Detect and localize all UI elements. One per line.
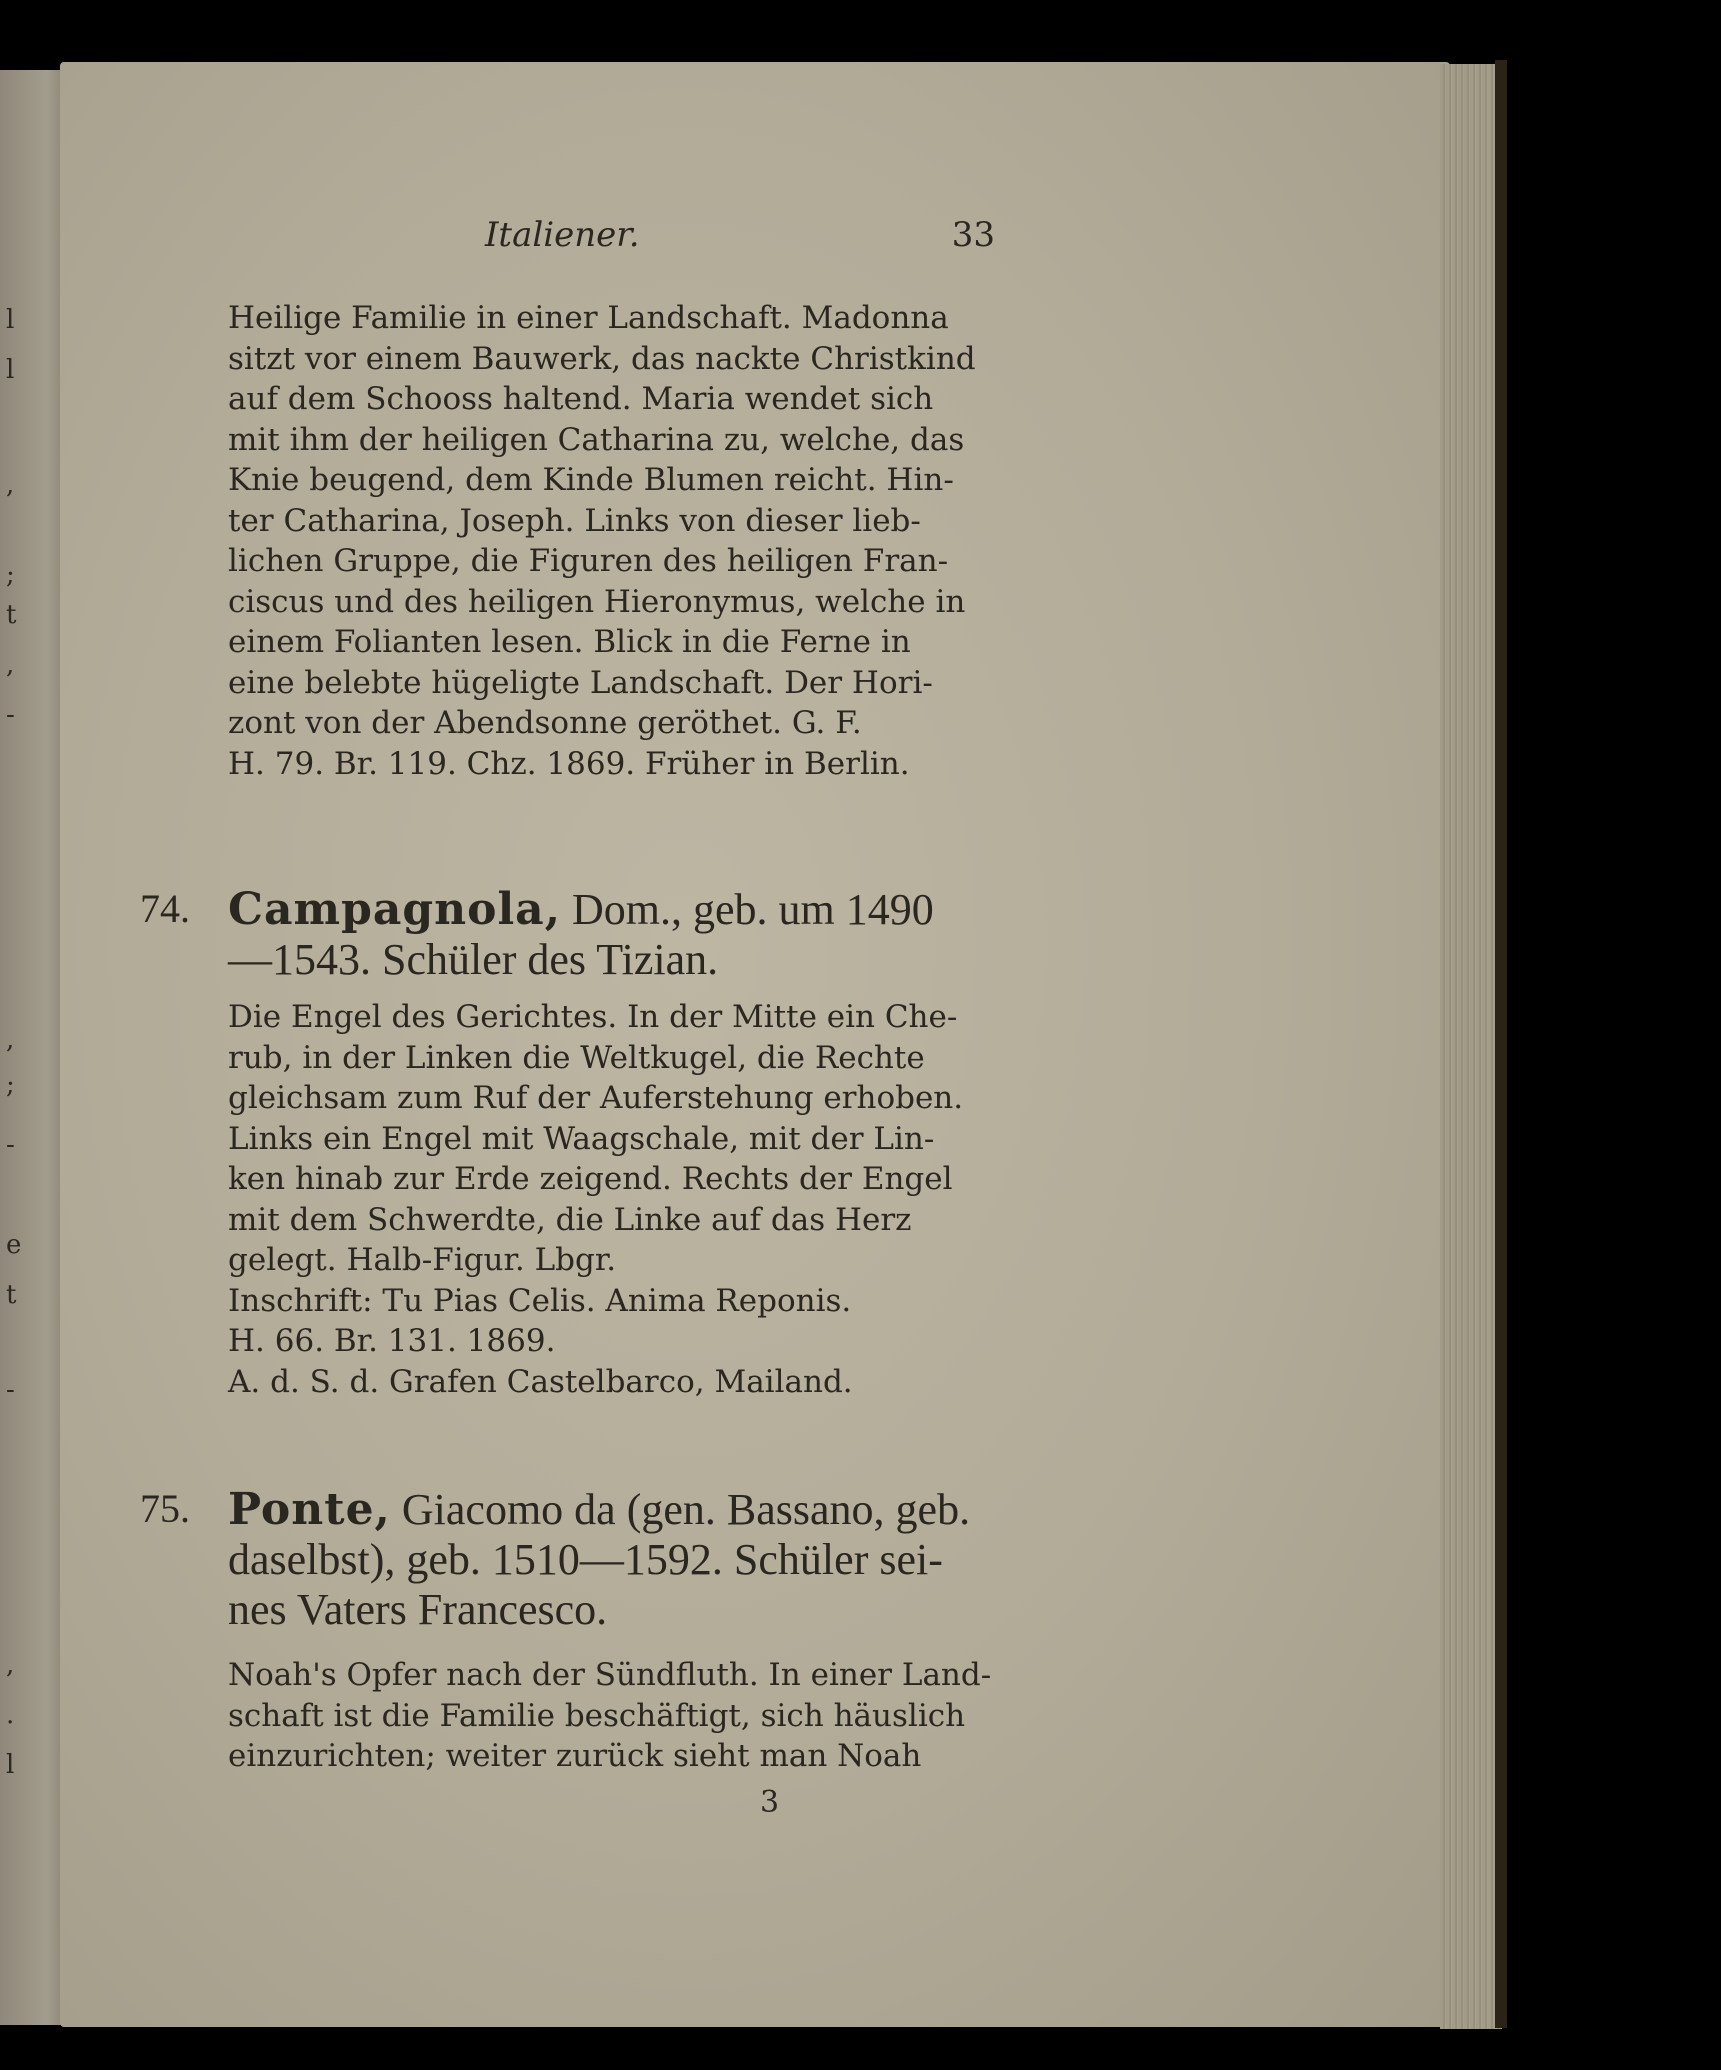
text-line: Inschrift: Tu Pias Celis. Anima Reponis. xyxy=(228,1282,852,1319)
text-line: schaft ist die Familie beschäftigt, sich häuslich xyxy=(228,1697,966,1734)
entry-heading xyxy=(228,1485,988,1635)
artist-details: Giacomo da (gen. Bassano, geb. xyxy=(390,1485,971,1534)
text-line: eine belebte hügeligte Landschaft. Der Hori- xyxy=(228,664,933,701)
text-line: ciscus und des heiligen Hieronymus, welche in xyxy=(228,583,966,620)
text-line: ter Catharina, Joseph. Links von dieser lieb- xyxy=(228,502,921,539)
margin-fragment: l xyxy=(6,355,15,385)
signature-mark: 3 xyxy=(760,1785,780,1820)
entry-75-heading xyxy=(140,1485,990,1645)
margin-fragment: t xyxy=(6,600,17,630)
heading-line xyxy=(228,1485,988,1535)
section-title: Italiener. xyxy=(485,215,640,255)
artist-details: Dom., geb. um 1490 xyxy=(561,885,934,934)
entry-number: 75. xyxy=(140,1486,190,1531)
text-line: gleichsam zum Ruf der Auferstehung erhoben. xyxy=(228,1080,964,1116)
margin-fragment: t xyxy=(6,1280,17,1310)
heading-line xyxy=(228,885,988,935)
artist-name: Campagnola, xyxy=(228,884,562,935)
text-line: Links ein Engel mit Waagschale, mit der Lin- xyxy=(228,1120,935,1157)
text-line: H. 66. Br. 131. 1869. xyxy=(228,1323,556,1359)
text-line: sitzt vor einem Bauwerk, das nackte Christkind xyxy=(228,340,976,377)
heading-line: nes Vaters Francesco. xyxy=(228,1585,608,1634)
book-spine xyxy=(1495,60,1507,2028)
entry-74-heading xyxy=(140,885,990,995)
text-line: gelegt. Halb-Figur. Lbgr. xyxy=(228,1242,617,1278)
text-line: auf dem Schooss haltend. Maria wendet sich xyxy=(228,381,934,417)
artist-name: Ponte, xyxy=(228,1484,391,1535)
text-line: Heilige Familie in einer Landschaft. Madonna xyxy=(228,300,949,336)
page-edges xyxy=(1440,64,1502,2029)
entry-74-description xyxy=(228,997,988,1402)
margin-fragment: e xyxy=(6,1230,22,1260)
margin-fragment: l xyxy=(6,1750,15,1780)
margin-fragment: , xyxy=(6,1650,15,1680)
margin-fragment: , xyxy=(6,470,15,500)
margin-fragment: - xyxy=(6,1375,15,1405)
margin-fragment: , xyxy=(6,650,15,680)
entry-heading xyxy=(228,885,988,985)
text-line: einzurichten; weiter zurück sieht man Noah xyxy=(228,1738,922,1774)
entry-number: 74. xyxy=(140,886,190,931)
text-line: Knie beugend, dem Kinde Blumen reicht. Hin- xyxy=(228,462,954,498)
paragraph-holy-family xyxy=(228,298,988,784)
text-line: Noah's Opfer nach der Sündfluth. In einer Land- xyxy=(228,1657,992,1693)
text-line: Die Engel des Gerichtes. In der Mitte ein Che- xyxy=(228,999,958,1035)
text-line: H. 79. Br. 119. Chz. 1869. Früher in Berlin. xyxy=(228,745,910,782)
text-line: rub, in der Linken die Weltkugel, die Rechte xyxy=(228,1039,925,1076)
text-line: zont von der Abendsonne geröthet. G. F. xyxy=(228,705,862,741)
text-line: einem Folianten lesen. Blick in die Ferne in xyxy=(228,624,911,660)
margin-fragment: l xyxy=(6,305,15,335)
margin-fragment: - xyxy=(6,700,15,730)
margin-fragment: , xyxy=(6,1025,15,1055)
margin-fragment: ; xyxy=(6,1070,15,1100)
page-number: 33 xyxy=(951,215,995,255)
entry-75-description xyxy=(228,1655,992,1777)
text-line: A. d. S. d. Grafen Castelbarco, Mailand. xyxy=(228,1363,853,1400)
heading-line: —1543. Schüler des Tizian. xyxy=(228,935,719,984)
text-line: lichen Gruppe, die Figuren des heiligen Fran- xyxy=(228,543,949,579)
heading-line: daselbst), geb. 1510—1592. Schüler sei- xyxy=(228,1535,943,1584)
text-line: ken hinab zur Erde zeigend. Rechts der Engel xyxy=(228,1161,953,1197)
margin-fragment: . xyxy=(6,1700,15,1730)
text-line: mit ihm der heiligen Catharina zu, welche, das xyxy=(228,421,965,458)
running-head xyxy=(225,215,995,259)
margin-fragment: - xyxy=(6,1130,15,1160)
margin-fragment: ; xyxy=(6,560,15,590)
text-line: mit dem Schwerdte, die Linke auf das Herz xyxy=(228,1201,912,1238)
